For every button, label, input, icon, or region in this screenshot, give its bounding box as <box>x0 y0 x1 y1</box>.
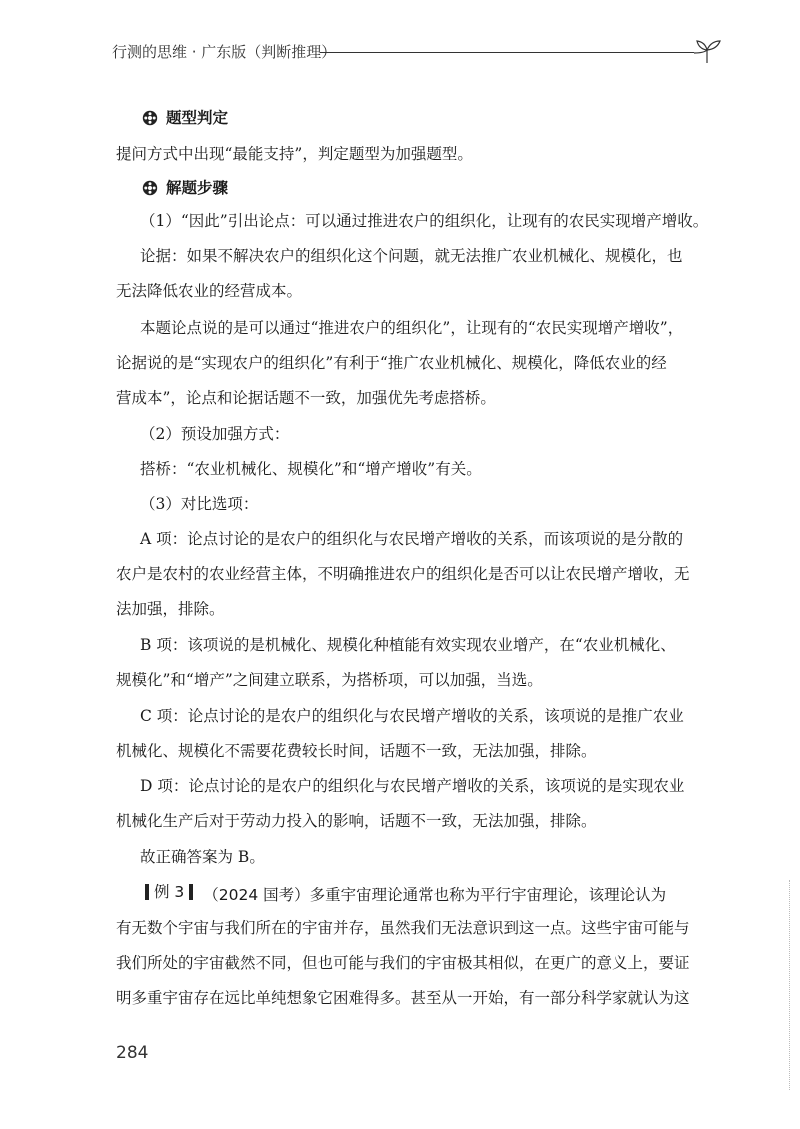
paragraph-line: B 项：该项说的是机械化、规模化种植能有效实现农业增产，在“农业机械化、 <box>140 636 676 654</box>
example-line: 有无数个宇宙与我们所在的宇宙并存，虽然我们无法意识到这一点。这些宇宙可能与 <box>116 919 690 937</box>
paragraph-line: A 项：论点讨论的是农户的组织化与农民增产增收的关系，而该项说的是分散的 <box>140 530 684 548</box>
flower-bullet-icon <box>142 180 158 196</box>
answer-line: 故正确答案为 B。 <box>140 848 265 866</box>
paragraph-line: 本题论点说的是可以通过“推进农户的组织化”，让现有的“农民实现增产增收”， <box>140 319 684 337</box>
running-header <box>112 36 712 68</box>
section-heading-type <box>142 108 228 128</box>
bracket-mark-right <box>189 884 193 900</box>
paragraph-line: C 项：论点讨论的是农户的组织化与农民增产增收的关系，该项说的是推广农业 <box>140 707 684 725</box>
paragraph-line: 搭桥：“农业机械化、规模化”和“增产增收”有关。 <box>140 460 482 478</box>
header-title: 行测的思维 · 广东版（判断推理） <box>112 43 337 61</box>
bracket-mark-left <box>145 884 149 900</box>
paragraph-line: 无法降低农业的经营成本。 <box>116 282 303 300</box>
example-text: （2024 国考）多重宇宙理论通常也称为平行宇宙理论，该理论认为 <box>203 886 667 904</box>
paragraph-line: 规模化”和“增产”之间建立联系，为搭桥项，可以加强，当选。 <box>116 671 543 689</box>
section-heading-steps <box>142 178 228 198</box>
paragraph-line: （1）“因此”引出论点：可以通过推进农户的组织化，让现有的农民实现增产增收。 <box>140 212 709 230</box>
paragraph-line: 农户是农村的农业经营主体，不明确推进农户的组织化是否可以让农民增产增收，无 <box>116 565 690 583</box>
sprout-icon <box>690 38 724 68</box>
example-first-line <box>140 882 666 905</box>
page-number: 284 <box>116 1043 149 1063</box>
example-line: 我们所处的宇宙截然不同，但也可能与我们的宇宙极其相似，在更广的意义上，要证 <box>116 954 690 972</box>
paragraph-line: 机械化生产后对于劳动力投入的影响，话题不一致，无法加强，排除。 <box>116 812 597 830</box>
example-tag-label: 例 3 <box>154 883 185 901</box>
paragraph-line: 机械化、规模化不需要花费较长时间，话题不一致，无法加强，排除。 <box>116 742 597 760</box>
paragraph-line: （3）对比选项： <box>140 495 259 513</box>
paragraph-line: （2）预设加强方式： <box>140 425 290 443</box>
paragraph-line: 营成本”，论点和论据话题不一致，加强优先考虑搭桥。 <box>116 389 496 407</box>
paragraph-line: 论据：如果不解决农户的组织化这个问题，就无法推广农业机械化、规模化，也 <box>140 247 683 265</box>
example-tag <box>140 882 198 902</box>
paragraph-line: D 项：论点讨论的是农户的组织化与农民增产增收的关系，该项说的是实现农业 <box>140 777 685 795</box>
example-line: 明多重宇宙存在远比单纯想象它困难得多。甚至从一开始，有一部分科学家就认为这 <box>116 989 690 1007</box>
scan-edge-marks <box>789 880 792 1090</box>
header-rule <box>320 52 694 53</box>
paragraph-line: 论据说的是“实现农户的组织化”有利于“推广农业机械化、规模化，降低农业的经 <box>116 354 667 372</box>
flower-bullet-icon <box>142 110 158 126</box>
section-heading-text: 解题步骤 <box>166 179 229 197</box>
paragraph-line: 法加强，排除。 <box>116 600 225 618</box>
paragraph-line: 提问方式中出现“最能支持”，判定题型为加强题型。 <box>116 145 473 163</box>
section-heading-text: 题型判定 <box>166 109 229 127</box>
